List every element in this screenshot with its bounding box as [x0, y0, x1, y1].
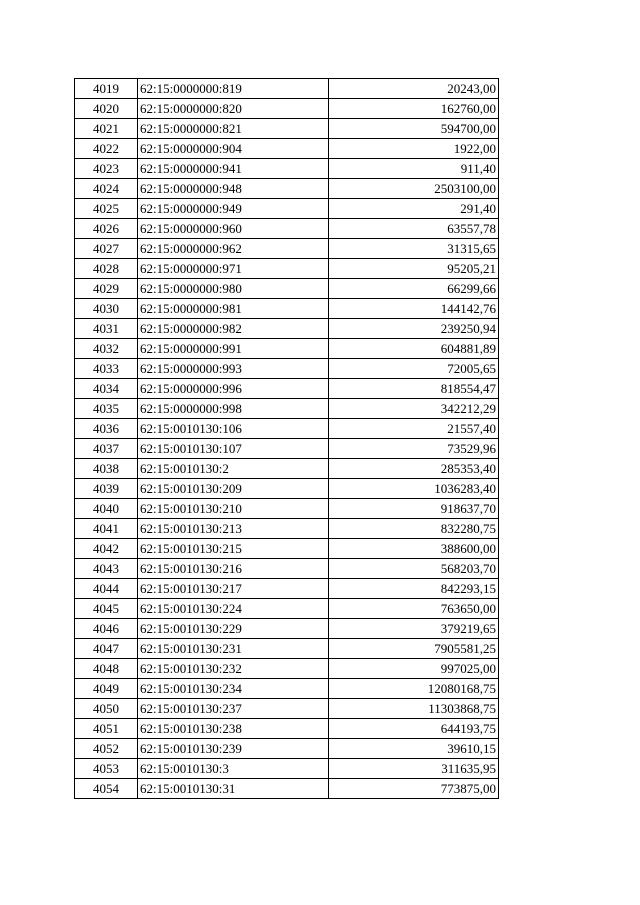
row-number-cell: 4033 [75, 359, 138, 379]
row-number-cell: 4030 [75, 299, 138, 319]
value-cell: 818554,47 [329, 379, 499, 399]
value-cell: 997025,00 [329, 659, 499, 679]
row-number-cell: 4039 [75, 479, 138, 499]
row-number-cell: 4043 [75, 559, 138, 579]
value-cell: 162760,00 [329, 99, 499, 119]
value-cell: 7905581,25 [329, 639, 499, 659]
table-row [75, 359, 499, 379]
table-row [75, 759, 499, 779]
table-row [75, 79, 499, 99]
value-cell: 39610,15 [329, 739, 499, 759]
row-number-cell: 4028 [75, 259, 138, 279]
row-number-cell: 4041 [75, 519, 138, 539]
row-number-cell: 4034 [75, 379, 138, 399]
value-cell: 773875,00 [329, 779, 499, 799]
cadastral-number-cell: 62:15:0000000:993 [138, 359, 329, 379]
table-row [75, 599, 499, 619]
cadastral-number-cell: 62:15:0010130:209 [138, 479, 329, 499]
cadastral-number-cell: 62:15:0010130:234 [138, 679, 329, 699]
value-cell: 1922,00 [329, 139, 499, 159]
row-number-cell: 4040 [75, 499, 138, 519]
table-row [75, 379, 499, 399]
row-number-cell: 4035 [75, 399, 138, 419]
cadastral-number-cell: 62:15:0010130:107 [138, 439, 329, 459]
value-cell: 95205,21 [329, 259, 499, 279]
cadastral-number-cell: 62:15:0010130:31 [138, 779, 329, 799]
value-cell: 1036283,40 [329, 479, 499, 499]
table-row [75, 499, 499, 519]
cadastral-number-cell: 62:15:0010130:213 [138, 519, 329, 539]
row-number-cell: 4027 [75, 239, 138, 259]
row-number-cell: 4031 [75, 319, 138, 339]
table-row [75, 299, 499, 319]
cadastral-number-cell: 62:15:0000000:948 [138, 179, 329, 199]
value-cell: 842293,15 [329, 579, 499, 599]
value-cell: 21557,40 [329, 419, 499, 439]
row-number-cell: 4052 [75, 739, 138, 759]
value-cell: 2503100,00 [329, 179, 499, 199]
row-number-cell: 4020 [75, 99, 138, 119]
value-cell: 568203,70 [329, 559, 499, 579]
table-row [75, 419, 499, 439]
table-row [75, 619, 499, 639]
table-row [75, 719, 499, 739]
value-cell: 311635,95 [329, 759, 499, 779]
cadastral-number-cell: 62:15:0010130:106 [138, 419, 329, 439]
row-number-cell: 4022 [75, 139, 138, 159]
cadastral-number-cell: 62:15:0000000:949 [138, 199, 329, 219]
table-row [75, 219, 499, 239]
value-cell: 342212,29 [329, 399, 499, 419]
row-number-cell: 4045 [75, 599, 138, 619]
value-cell: 285353,40 [329, 459, 499, 479]
value-cell: 291,40 [329, 199, 499, 219]
table-row [75, 739, 499, 759]
row-number-cell: 4023 [75, 159, 138, 179]
row-number-cell: 4050 [75, 699, 138, 719]
row-number-cell: 4038 [75, 459, 138, 479]
table-row [75, 339, 499, 359]
cadastral-value-table [74, 78, 499, 799]
row-number-cell: 4024 [75, 179, 138, 199]
value-cell: 11303868,75 [329, 699, 499, 719]
cadastral-number-cell: 62:15:0010130:239 [138, 739, 329, 759]
value-cell: 388600,00 [329, 539, 499, 559]
cadastral-number-cell: 62:15:0000000:819 [138, 79, 329, 99]
row-number-cell: 4019 [75, 79, 138, 99]
value-cell: 763650,00 [329, 599, 499, 619]
row-number-cell: 4036 [75, 419, 138, 439]
value-cell: 31315,65 [329, 239, 499, 259]
value-cell: 73529,96 [329, 439, 499, 459]
value-cell: 72005,65 [329, 359, 499, 379]
table-row [75, 279, 499, 299]
cadastral-number-cell: 62:15:0000000:998 [138, 399, 329, 419]
row-number-cell: 4049 [75, 679, 138, 699]
row-number-cell: 4029 [75, 279, 138, 299]
row-number-cell: 4048 [75, 659, 138, 679]
value-cell: 644193,75 [329, 719, 499, 739]
cadastral-number-cell: 62:15:0010130:3 [138, 759, 329, 779]
value-cell: 63557,78 [329, 219, 499, 239]
table-row [75, 439, 499, 459]
table-row [75, 459, 499, 479]
value-cell: 832280,75 [329, 519, 499, 539]
table-row [75, 159, 499, 179]
row-number-cell: 4047 [75, 639, 138, 659]
table-row [75, 519, 499, 539]
value-cell: 144142,76 [329, 299, 499, 319]
table-row [75, 699, 499, 719]
value-cell: 379219,65 [329, 619, 499, 639]
cadastral-number-cell: 62:15:0000000:960 [138, 219, 329, 239]
cadastral-number-cell: 62:15:0010130:238 [138, 719, 329, 739]
table-row [75, 319, 499, 339]
table-row [75, 659, 499, 679]
cadastral-number-cell: 62:15:0010130:215 [138, 539, 329, 559]
cadastral-number-cell: 62:15:0000000:941 [138, 159, 329, 179]
cadastral-number-cell: 62:15:0000000:981 [138, 299, 329, 319]
row-number-cell: 4025 [75, 199, 138, 219]
cadastral-number-cell: 62:15:0000000:971 [138, 259, 329, 279]
row-number-cell: 4042 [75, 539, 138, 559]
table-body [75, 79, 499, 799]
value-cell: 604881,89 [329, 339, 499, 359]
table-row [75, 639, 499, 659]
row-number-cell: 4054 [75, 779, 138, 799]
value-cell: 594700,00 [329, 119, 499, 139]
table-row [75, 239, 499, 259]
table-row [75, 539, 499, 559]
value-cell: 239250,94 [329, 319, 499, 339]
table-row [75, 119, 499, 139]
cadastral-number-cell: 62:15:0000000:904 [138, 139, 329, 159]
table-row [75, 399, 499, 419]
cadastral-number-cell: 62:15:0010130:2 [138, 459, 329, 479]
table-row [75, 559, 499, 579]
cadastral-number-cell: 62:15:0010130:232 [138, 659, 329, 679]
value-cell: 911,40 [329, 159, 499, 179]
cadastral-number-cell: 62:15:0010130:237 [138, 699, 329, 719]
cadastral-number-cell: 62:15:0010130:231 [138, 639, 329, 659]
cadastral-number-cell: 62:15:0000000:996 [138, 379, 329, 399]
value-cell: 66299,66 [329, 279, 499, 299]
row-number-cell: 4053 [75, 759, 138, 779]
row-number-cell: 4032 [75, 339, 138, 359]
table-row [75, 99, 499, 119]
row-number-cell: 4044 [75, 579, 138, 599]
table-row [75, 679, 499, 699]
cadastral-number-cell: 62:15:0010130:210 [138, 499, 329, 519]
table-row [75, 779, 499, 799]
cadastral-number-cell: 62:15:0010130:216 [138, 559, 329, 579]
cadastral-number-cell: 62:15:0000000:980 [138, 279, 329, 299]
table-row [75, 579, 499, 599]
row-number-cell: 4026 [75, 219, 138, 239]
table-row [75, 179, 499, 199]
row-number-cell: 4037 [75, 439, 138, 459]
cadastral-number-cell: 62:15:0010130:217 [138, 579, 329, 599]
table-row [75, 259, 499, 279]
row-number-cell: 4051 [75, 719, 138, 739]
cadastral-number-cell: 62:15:0000000:982 [138, 319, 329, 339]
table-row [75, 479, 499, 499]
cadastral-number-cell: 62:15:0010130:229 [138, 619, 329, 639]
cadastral-number-cell: 62:15:0000000:962 [138, 239, 329, 259]
value-cell: 20243,00 [329, 79, 499, 99]
cadastral-number-cell: 62:15:0000000:821 [138, 119, 329, 139]
value-cell: 918637,70 [329, 499, 499, 519]
table-row [75, 199, 499, 219]
cadastral-number-cell: 62:15:0000000:991 [138, 339, 329, 359]
row-number-cell: 4046 [75, 619, 138, 639]
row-number-cell: 4021 [75, 119, 138, 139]
cadastral-number-cell: 62:15:0000000:820 [138, 99, 329, 119]
value-cell: 12080168,75 [329, 679, 499, 699]
cadastral-number-cell: 62:15:0010130:224 [138, 599, 329, 619]
table-row [75, 139, 499, 159]
